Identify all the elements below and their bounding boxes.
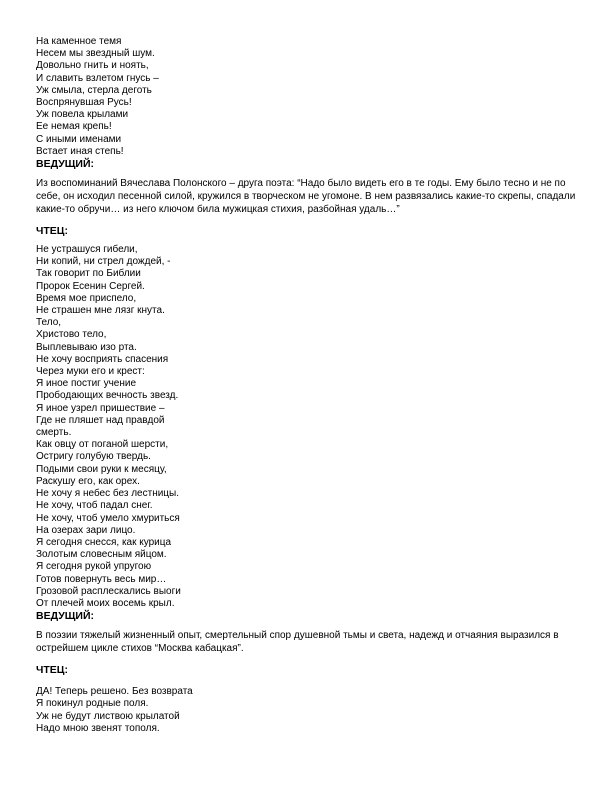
poem-line: На каменное темя (36, 36, 122, 47)
poem-line: Не хочу, чтоб умело хмуриться (36, 512, 180, 524)
poem-line: Не хочу, чтоб падал снег. (36, 500, 153, 512)
reader-label: ЧТЕЦ: (36, 225, 68, 238)
poem-line: Довольно гнить и ноять, (36, 60, 149, 72)
poem-line: Я сегодня снесся, как курица (36, 536, 172, 548)
poem-line: Раскушу его, как орех. (36, 475, 140, 487)
poem-line: От плечей моих восемь крыл. (36, 597, 175, 609)
poem-line: Подыми свои руки к месяцу, (36, 463, 167, 475)
poem-line: Где не пляшет над правдой (36, 414, 165, 426)
poem-line: Я сегодня рукой упругою (36, 561, 152, 573)
poem-line: Ее немая крепь! (36, 121, 112, 133)
poem-line: Золотым словесным яйцом. (36, 549, 167, 561)
poem-line: Грозовой расплескались выоги (36, 585, 181, 597)
poem-line: Остригу голубую твердь. (36, 451, 151, 463)
poem-line: ДА! Теперь решено. Без возврата (36, 686, 193, 698)
host-paragraph: Из воспоминаний Вячеслава Полонского – друга поэта: “Надо было видеть его в те годы. Ему было тесно и не по себе, он исходил песенной силой, кружился в творческом не угомоне. В нем развязались какие-то скрепы, спадали какие-то обручи… из него ключом била мужицкая стихия, разбойная удаль…” (36, 178, 576, 216)
poem-line: И славить взлетом гнусь – (36, 72, 159, 84)
poem-block-2 (36, 244, 576, 610)
poem-block-1 (36, 36, 576, 158)
poem-line: Уж смыла, стерла деготь (36, 84, 152, 96)
document-page (36, 36, 576, 735)
poem-line: Через муки его и крест: (36, 366, 145, 378)
poem-line: Выплевываю изо рта. (36, 341, 137, 353)
poem-line: Я иное постиг учение (36, 378, 137, 390)
poem-line: Не устрашуся гибели, (36, 244, 138, 256)
poem-line: смерть. (36, 427, 72, 439)
reader-label: ЧТЕЦ: (36, 664, 68, 677)
poem-line: Встает иная степь! (36, 145, 124, 157)
host-label: ВЕДУЩИЙ: (36, 610, 95, 623)
poem-line: Не страшен мне лязг кнута. (36, 305, 165, 317)
host-label: ВЕДУЩИЙ: (36, 158, 95, 171)
poem-line: Не хочу я небес без лестницы. (36, 488, 179, 500)
poem-line: Уж не будут листвою крылатой (36, 710, 180, 722)
poem-line: Надо мною звенят тополя. (36, 722, 160, 734)
poem-line: Христово тело, (36, 329, 107, 341)
poem-line: Тело, (36, 317, 62, 329)
poem-line: Готов повернуть весь мир… (36, 573, 167, 585)
poem-line: Ни копий, ни стрел дождей, - (36, 256, 171, 268)
poem-line: Несем мы звездный шум. (36, 48, 155, 60)
poem-line: Уж повела крылами (36, 109, 129, 121)
poem-line: Как овцу от поганой шерсти, (36, 439, 169, 451)
poem-line: Не хочу восприять спасения (36, 353, 169, 365)
poem-line: Я покинул родные поля. (36, 698, 149, 710)
poem-line: Время мое приспело, (36, 292, 137, 304)
poem-line: Воспрянувшая Русь! (36, 97, 132, 109)
poem-line: Я иное узрел пришествие – (36, 402, 165, 414)
poem-line: Прободающих вечность звезд. (36, 390, 179, 402)
poem-block-3 (36, 686, 576, 735)
poem-line: С иными именами (36, 133, 122, 145)
poem-line: На озерах зари лицо. (36, 524, 136, 536)
host-paragraph: В поэзии тяжелый жизненный опыт, смертельный спор душевной тьмы и света, надежд и отчаяния выразился в острейшем цикле стихов “Москва кабацкая”. (36, 630, 559, 655)
poem-line: Так говорит по Библии (36, 268, 141, 280)
poem-line: Пророк Есенин Сергей. (36, 280, 145, 292)
